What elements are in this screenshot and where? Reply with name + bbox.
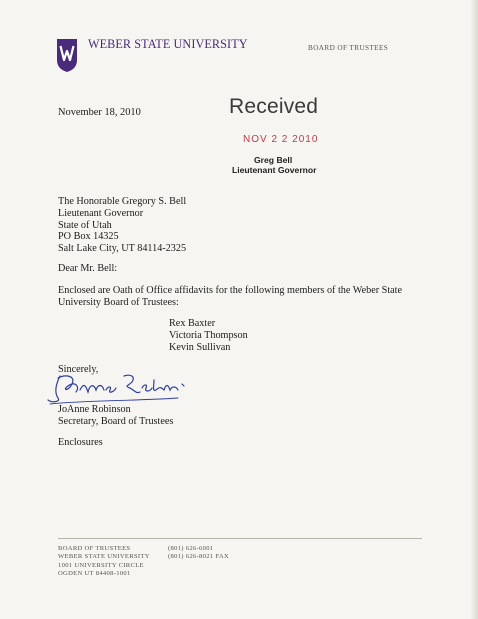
- member-name: Kevin Sullivan: [169, 342, 231, 353]
- footer-address-line: OGDEN UT 84408-1001: [58, 570, 131, 578]
- signer-title: Secretary, Board of Trustees: [58, 416, 174, 427]
- received-stamp-date: NOV 2 2 2010: [243, 134, 319, 145]
- weber-state-shield-logo: [56, 38, 78, 73]
- footer-address-line: BOARD OF TRUSTEES: [58, 545, 131, 552]
- department-name: BOARD OF TRUSTEES: [308, 44, 389, 52]
- received-stamp: Received: [229, 95, 319, 118]
- recipient-line: State of Utah: [58, 219, 112, 231]
- footer-address-line: WEBER STATE UNIVERSITY: [58, 553, 150, 561]
- closing: Sincerely,: [58, 364, 99, 375]
- footer-phone: (801) 626-6001: [168, 545, 214, 552]
- handwritten-signature: [46, 370, 186, 406]
- university-name: WEBER STATE UNIVERSITY: [88, 37, 248, 51]
- recipient-line: The Honorable Gregory S. Bell: [58, 196, 187, 207]
- letter-body: Enclosed are Oath of Office affidavits for the following members of the Weber State University Board of Trustees:: [58, 285, 403, 308]
- footer-fax: (801) 626-8021 FAX: [168, 553, 229, 561]
- footer-address-line: 1001 UNIVERSITY CIRCLE: [58, 561, 144, 569]
- member-name: Victoria Thompson: [169, 330, 248, 341]
- received-stamp-name: Greg Bell: [254, 155, 293, 165]
- page-edge-shadow: [470, 0, 478, 619]
- signer-block: [58, 404, 173, 428]
- member-list: [169, 318, 248, 354]
- footer-divider: [58, 538, 422, 539]
- enclosures-note: Enclosures: [58, 437, 103, 448]
- recipient-line: PO Box 14325: [58, 231, 119, 243]
- recipient-address: [58, 196, 186, 255]
- footer-contact: [168, 545, 229, 562]
- letter-date: November 18, 2010: [58, 107, 141, 118]
- recipient-line: Salt Lake City, UT 84114-2325: [58, 243, 187, 255]
- signer-name: JoAnne Robinson: [58, 404, 131, 415]
- received-stamp-title: Lieutenant Governor: [232, 165, 317, 175]
- salutation: Dear Mr. Bell:: [58, 263, 118, 274]
- recipient-line: Lieutenant Governor: [58, 207, 144, 219]
- footer-address: [58, 545, 150, 579]
- member-name: Rex Baxter: [169, 318, 216, 329]
